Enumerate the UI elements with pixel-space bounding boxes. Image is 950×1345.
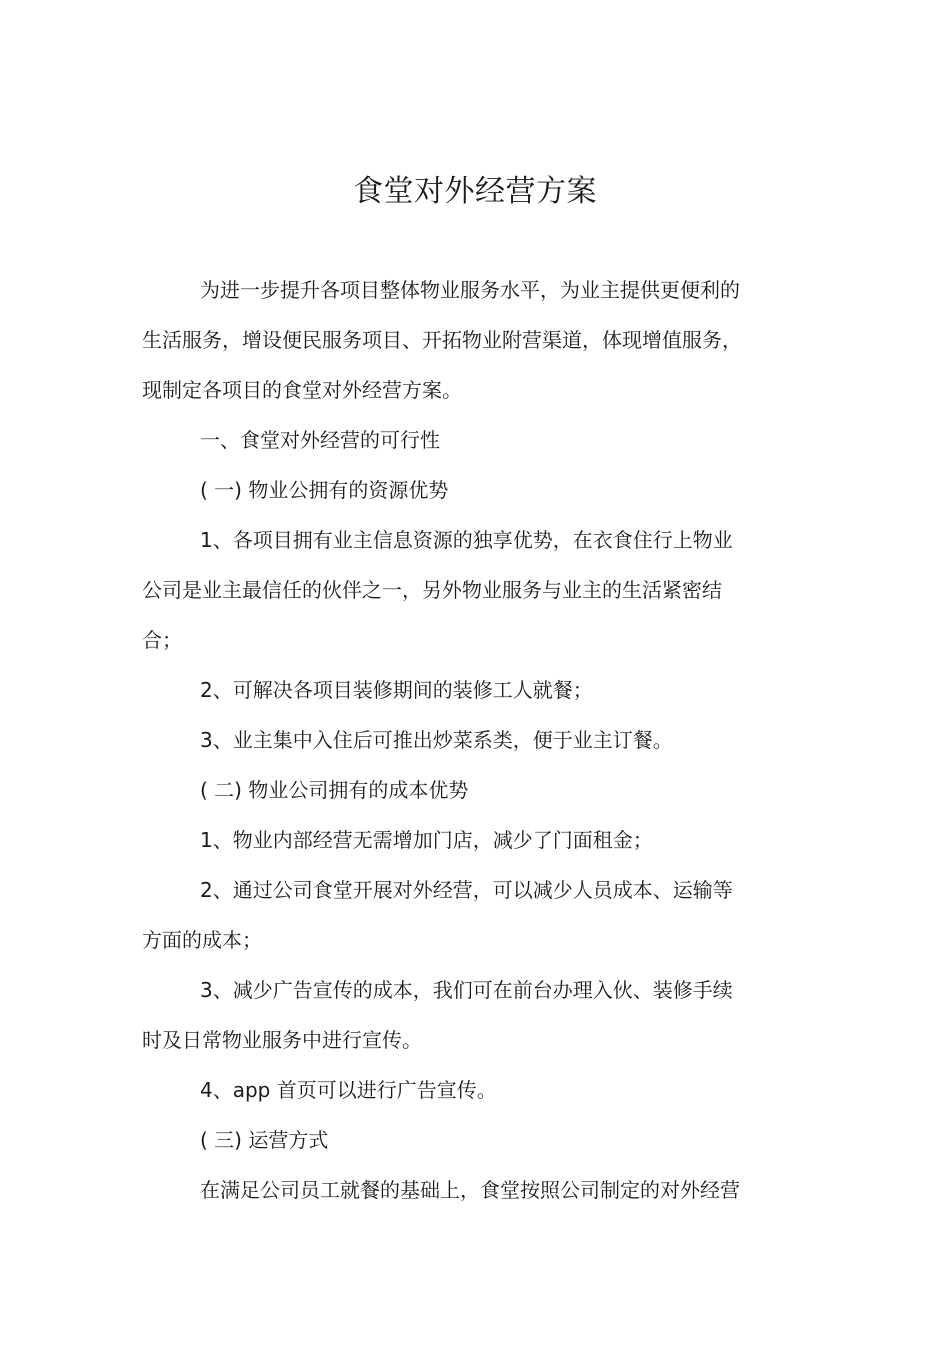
- paragraph: [142, 265, 782, 415]
- subsection-heading: [142, 1115, 782, 1165]
- paragraph: [142, 1165, 782, 1215]
- paragraph-line: 合；: [142, 628, 182, 652]
- paragraph-line: 方面的成本；: [142, 928, 262, 952]
- paragraph-line: 现制定各项目的食堂对外经营方案。: [142, 378, 462, 402]
- paragraph-line: 生活服务，增设便民服务项目、开拓物业附营渠道，体现增值服务，: [142, 328, 742, 352]
- paragraph-line: 2、可解决各项目装修期间的装修工人就餐；: [200, 678, 593, 702]
- paragraph-line: ( 三) 运营方式: [200, 1128, 329, 1152]
- document-title: 食堂对外经营方案: [353, 174, 597, 209]
- paragraph: [142, 515, 782, 665]
- paragraph-line: 3、业主集中入住后可推出炒菜系类，便于业主订餐。: [200, 728, 673, 752]
- paragraph: [142, 965, 782, 1065]
- paragraph: [142, 865, 782, 965]
- paragraph: [142, 665, 782, 715]
- paragraph: [142, 815, 782, 865]
- paragraph-line: 1、各项目拥有业主信息资源的独享优势，在衣食住行上物业: [200, 528, 733, 552]
- paragraph-line: ( 一) 物业公拥有的资源优势: [200, 478, 449, 502]
- paragraph-line: 在满足公司员工就餐的基础上，食堂按照公司制定的对外经营: [200, 1178, 740, 1202]
- paragraph-line: 公司是业主最信任的伙伴之一，另外物业服务与业主的生活紧密结: [142, 578, 722, 602]
- paragraph-line: 1、物业内部经营无需增加门店，减少了门面租金；: [200, 828, 653, 852]
- subsection-heading: [142, 765, 782, 815]
- paragraph-line: 时及日常物业服务中进行宣传。: [142, 1028, 422, 1052]
- paragraph-line: ( 二) 物业公司拥有的成本优势: [200, 778, 469, 802]
- paragraph-line: 4、app 首页可以进行广告宣传。: [200, 1078, 497, 1102]
- paragraph-line: 3、减少广告宣传的成本，我们可在前台办理入伙、装修手续: [200, 978, 733, 1002]
- paragraph-line: 一、食堂对外经营的可行性: [200, 428, 440, 452]
- document-body: [142, 265, 782, 1215]
- paragraph-line: 2、通过公司食堂开展对外经营，可以减少人员成本、运输等: [200, 878, 733, 902]
- subsection-heading: [142, 465, 782, 515]
- section-heading: [142, 415, 782, 465]
- paragraph: [142, 715, 782, 765]
- paragraph: [142, 1065, 782, 1115]
- paragraph-line: 为进一步提升各项目整体物业服务水平，为业主提供更便利的: [200, 278, 740, 302]
